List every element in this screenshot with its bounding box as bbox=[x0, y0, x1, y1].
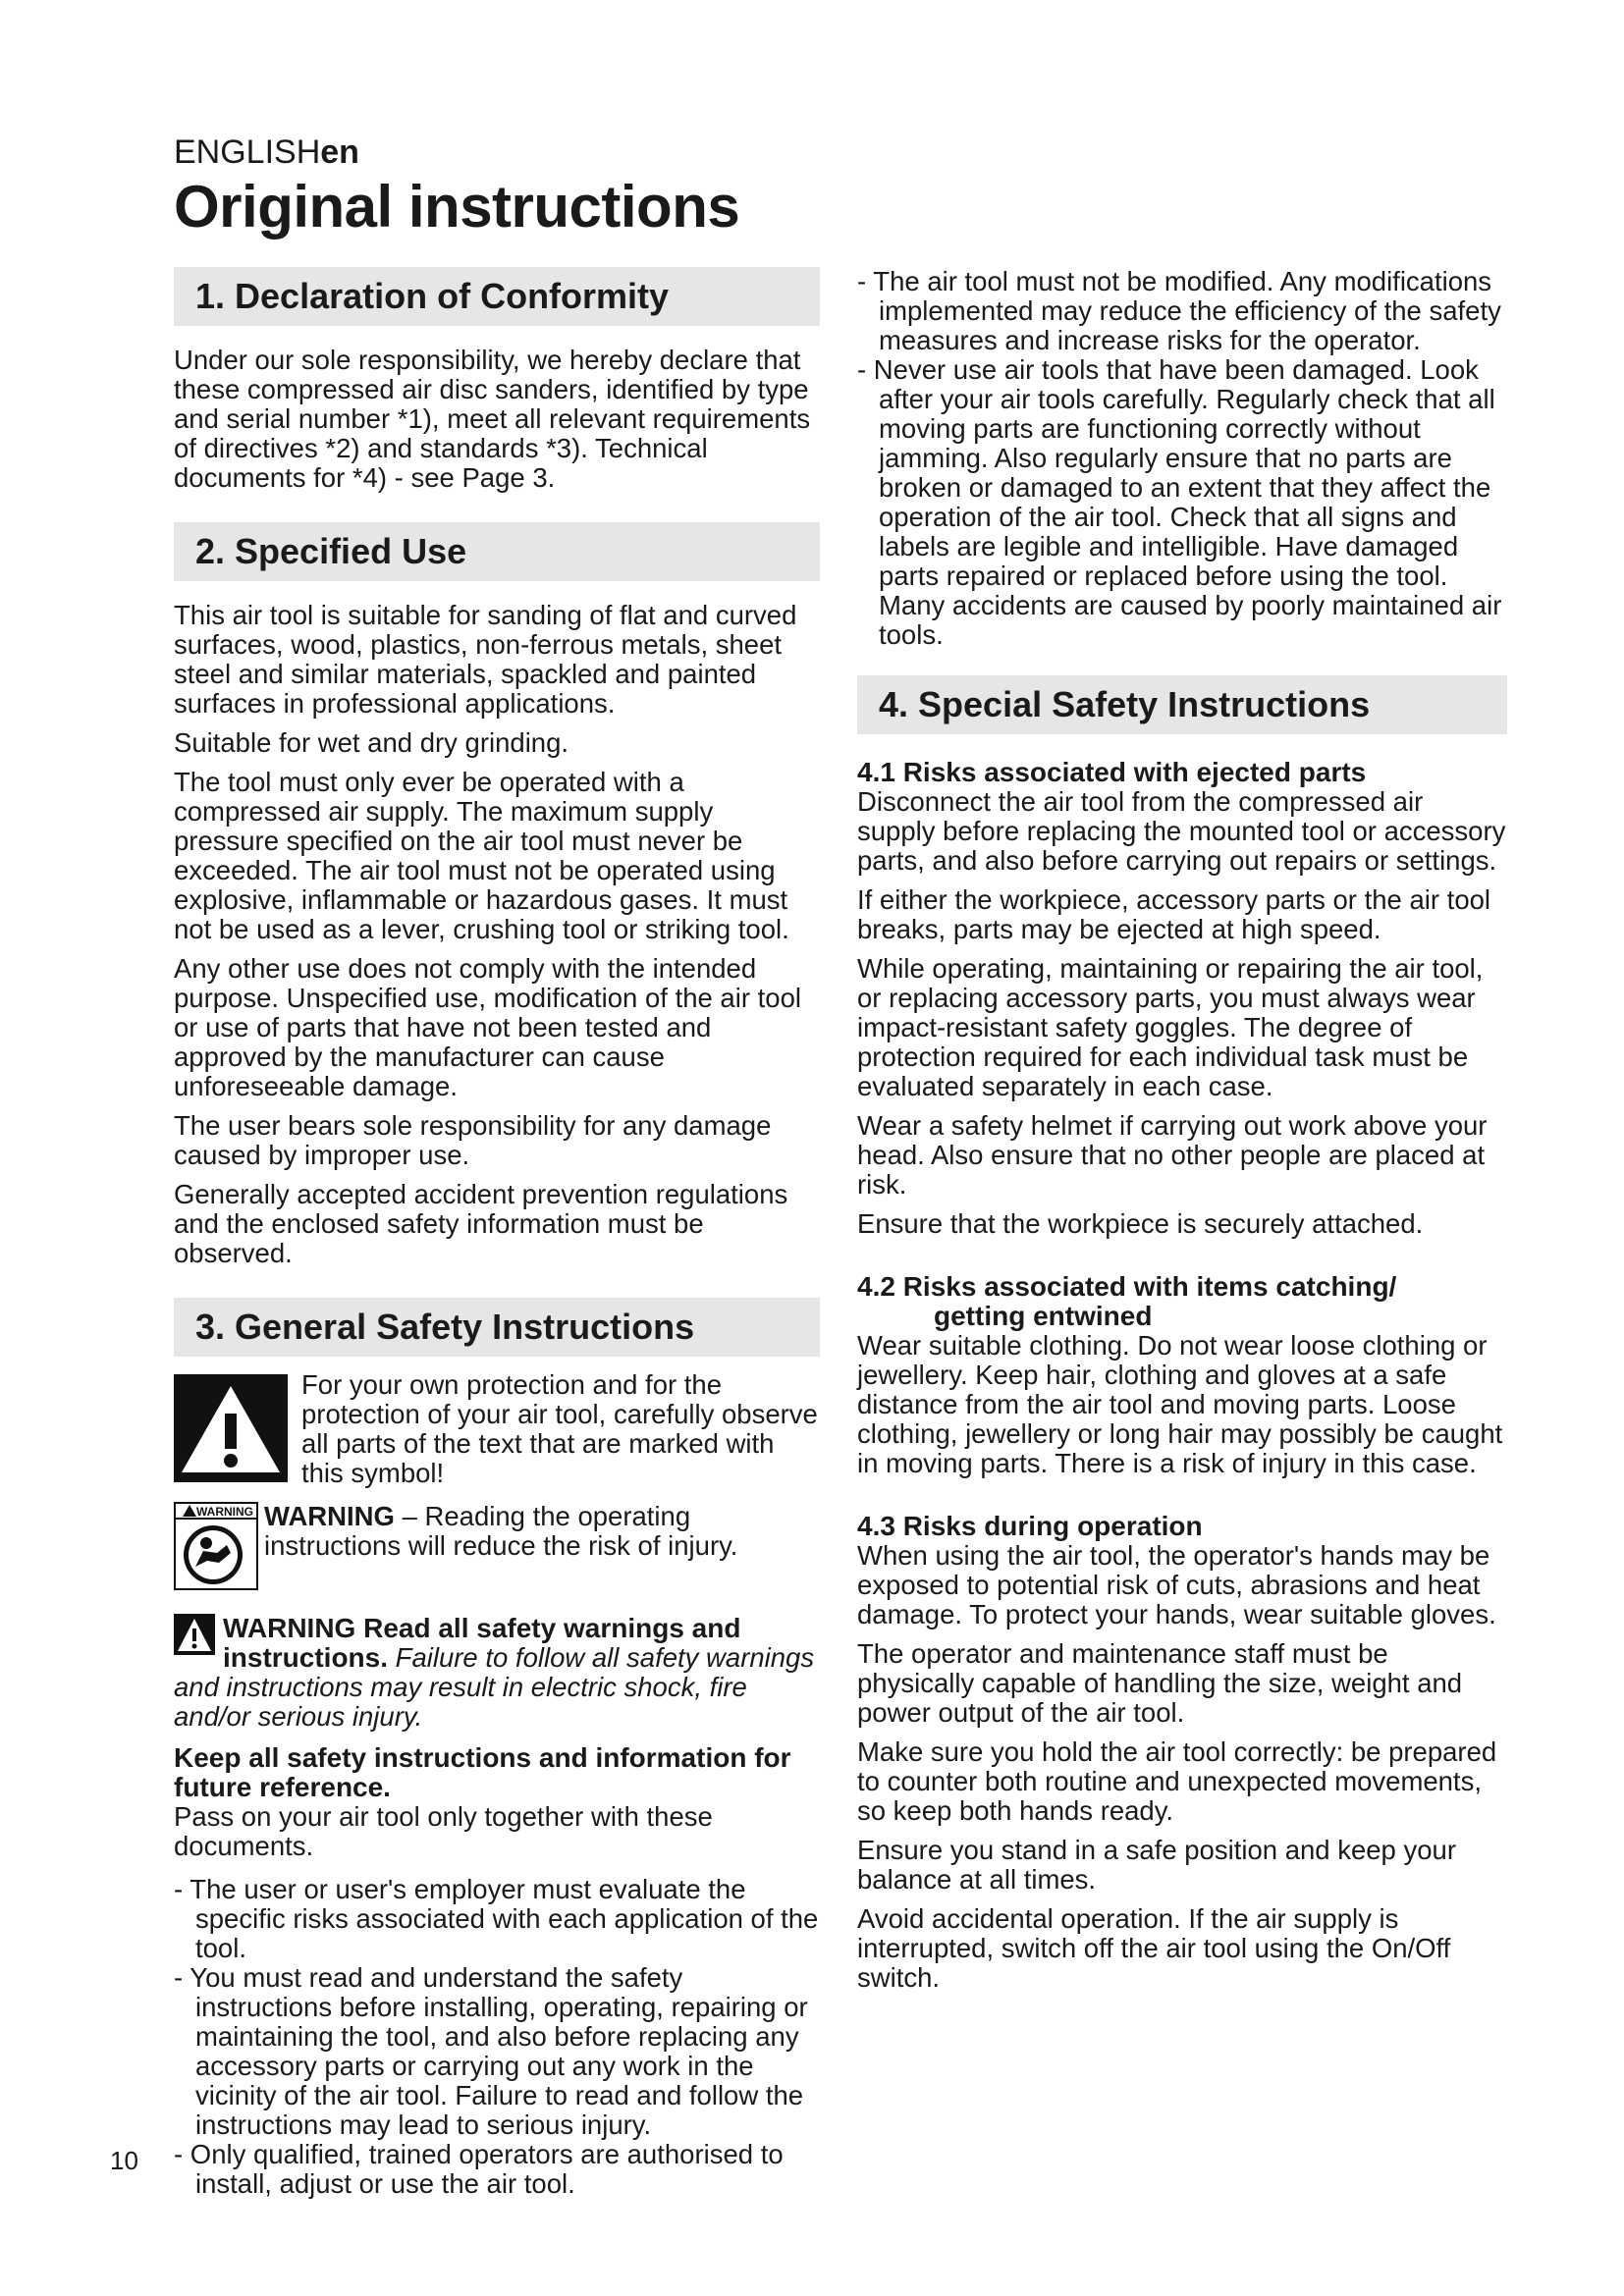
warning-badge-text: WARNING bbox=[196, 1505, 253, 1519]
warning-text: – Reading the operating instructions will reduce the risk of injury. bbox=[264, 1501, 738, 1561]
read-manual-icon bbox=[174, 1502, 258, 1590]
read-manual-warning bbox=[174, 1502, 820, 1590]
section-2-para: The user bears sole responsibility for any damage caused by improper use. bbox=[174, 1110, 772, 1170]
section-2-para: Suitable for wet and dry grinding. bbox=[174, 727, 569, 758]
section-4-1-para: While operating, maintaining or repairing the air tool, or replacing accessory parts, you must always wear impact-resistant safety goggles. The degree of protection required for each individual task must be evaluated separately in each case. bbox=[857, 953, 1484, 1101]
safety-symbol-text: For your own protection and for the protection of your air tool, carefully observe all parts of the text that are marked with this symbol! bbox=[301, 1369, 818, 1488]
section-4-3-para: Avoid accidental operation. If the air supply is interrupted, switch off the air tool using the On/Off switch. bbox=[857, 1903, 1451, 1993]
list-item: - Only qualified, trained operators are authorised to install, adjust or use the air tool. bbox=[174, 2139, 784, 2199]
section-2-para: The tool must only ever be operated with a compressed air supply. The maximum supply pressure specified on the air tool must never be exceeded. The air tool must not be operated using explosive, inflammable or hazardous gases. It must not be used as a lever, crushing tool or striking tool. bbox=[174, 767, 789, 944]
left-column bbox=[174, 267, 820, 2199]
section-4-1-heading: 4.1 Risks associated with ejected parts bbox=[857, 757, 1367, 787]
safety-symbol-note bbox=[174, 1369, 820, 1488]
keep-instructions-text: Pass on your air tool only together with these documents. bbox=[174, 1801, 713, 1861]
section-2-para: Any other use does not comply with the intended purpose. Unspecified use, modification of the air tool or use of parts that have not been tested and approved by the manufacturer can cause unforeseeable damage. bbox=[174, 953, 801, 1101]
language-name: ENGLISH bbox=[174, 133, 321, 171]
section-2-para: This air tool is suitable for sanding of flat and curved surfaces, wood, plastics, non-ferrous metals, sheet steel and similar materials, spackled and painted surfaces in professional applications. bbox=[174, 600, 797, 719]
section-4-3-para: The operator and maintenance staff must be physically capable of handling the size, weight and power output of the air tool. bbox=[857, 1638, 1463, 1728]
keep-instructions-heading: Keep all safety instructions and information for future reference. bbox=[174, 1742, 791, 1802]
section-4-1-para: Disconnect the air tool from the compressed air supply before replacing the mounted tool or accessory parts, and also before carrying out repairs or settings. bbox=[857, 786, 1506, 876]
language-code: en bbox=[320, 133, 359, 171]
section-1-heading: 1. Declaration of Conformity bbox=[174, 267, 820, 326]
warning-triangle-small-icon bbox=[174, 1614, 215, 1655]
page-number: 10 bbox=[110, 2146, 138, 2175]
section-4-heading: 4. Special Safety Instructions bbox=[857, 675, 1507, 734]
section-4-1-para: Ensure that the workpiece is securely attached. bbox=[857, 1208, 1424, 1239]
section-4-3-para: Make sure you hold the air tool correctly: be prepared to counter both routine and unexpected movements, so keep both hands ready. bbox=[857, 1736, 1497, 1826]
list-item: - You must read and understand the safety instructions before installing, operating, repairing or maintaining the tool, and also before replacing any accessory parts or carrying out any work in the vicinity of the air tool. Failure to read and follow the instructions may lead to serious injury. bbox=[174, 1962, 808, 2140]
page-title: Original instructions bbox=[174, 174, 740, 240]
section-4-2-heading: 4.2 Risks associated with items catching/ bbox=[857, 1271, 1397, 1302]
list-item: - The user or user's employer must evaluate the specific risks associated with each application of the tool. bbox=[174, 1874, 819, 1963]
right-column bbox=[857, 267, 1507, 1993]
section-4-3-para: Ensure you stand in a safe position and keep your balance at all times. bbox=[857, 1835, 1456, 1895]
section-4-2-para: Wear suitable clothing. Do not wear loose clothing or jewellery. Keep hair, clothing and gloves at a safe distance from the air tool and moving parts. Loose clothing, jewellery or long hair may possibly be caught in moving parts. There is a risk of injury in this case. bbox=[857, 1330, 1503, 1478]
warning-read-all-bold: WARNING Read all safety warnings and instructions. bbox=[223, 1614, 741, 1673]
section-1-text: Under our sole responsibility, we hereby declare that these compressed air disc sanders, identified by type and serial number *1), meet all relevant requirements of directives *2) and standards *3). Technical documents for *4) - see Page 3. bbox=[174, 345, 811, 493]
section-4-3-para: When using the air tool, the operator's hands may be exposed to potential risk of cuts, abrasions and heat damage. To protect your hands, wear suitable gloves. bbox=[857, 1540, 1496, 1629]
language-header bbox=[174, 133, 359, 172]
warning-read-all-italic: Failure to follow all safety warnings and instructions may result in electric shock, fire and/or serious injury. bbox=[174, 1642, 815, 1732]
list-item: - Never use air tools that have been damaged. Look after your air tools carefully. Regularly check that all moving parts are functioning correctly without jamming. Also regularly ensure that no parts are broken or damaged to an extent that they affect the operation of the air tool. Check that all signs and labels are legible and intelligible. Have damaged parts repaired or replaced before using the tool. Many accidents are caused by poorly maintained air tools. bbox=[857, 354, 1502, 650]
section-4-1-para: If either the workpiece, accessory parts or the air tool breaks, parts may be ejected at high speed. bbox=[857, 884, 1491, 944]
section-2-para: Generally accepted accident prevention regulations and the enclosed safety information must be observed. bbox=[174, 1179, 788, 1268]
section-4-3-heading: 4.3 Risks during operation bbox=[857, 1511, 1203, 1541]
section-2-heading: 2. Specified Use bbox=[174, 522, 820, 581]
read-all-warnings bbox=[174, 1614, 820, 1732]
list-item: - The air tool must not be modified. Any modifications implemented may reduce the efficiency of the safety measures and increase risks for the operator. bbox=[857, 266, 1501, 355]
section-4-1-para: Wear a safety helmet if carrying out work above your head. Also ensure that no other people are placed at risk. bbox=[857, 1110, 1488, 1200]
read-manual-text bbox=[264, 1502, 820, 1561]
section-3-heading: 3. General Safety Instructions bbox=[174, 1298, 820, 1357]
warning-label: WARNING bbox=[264, 1501, 395, 1531]
section-4-2-heading-cont: getting entwined bbox=[934, 1301, 1153, 1331]
warning-triangle-icon bbox=[174, 1374, 288, 1482]
